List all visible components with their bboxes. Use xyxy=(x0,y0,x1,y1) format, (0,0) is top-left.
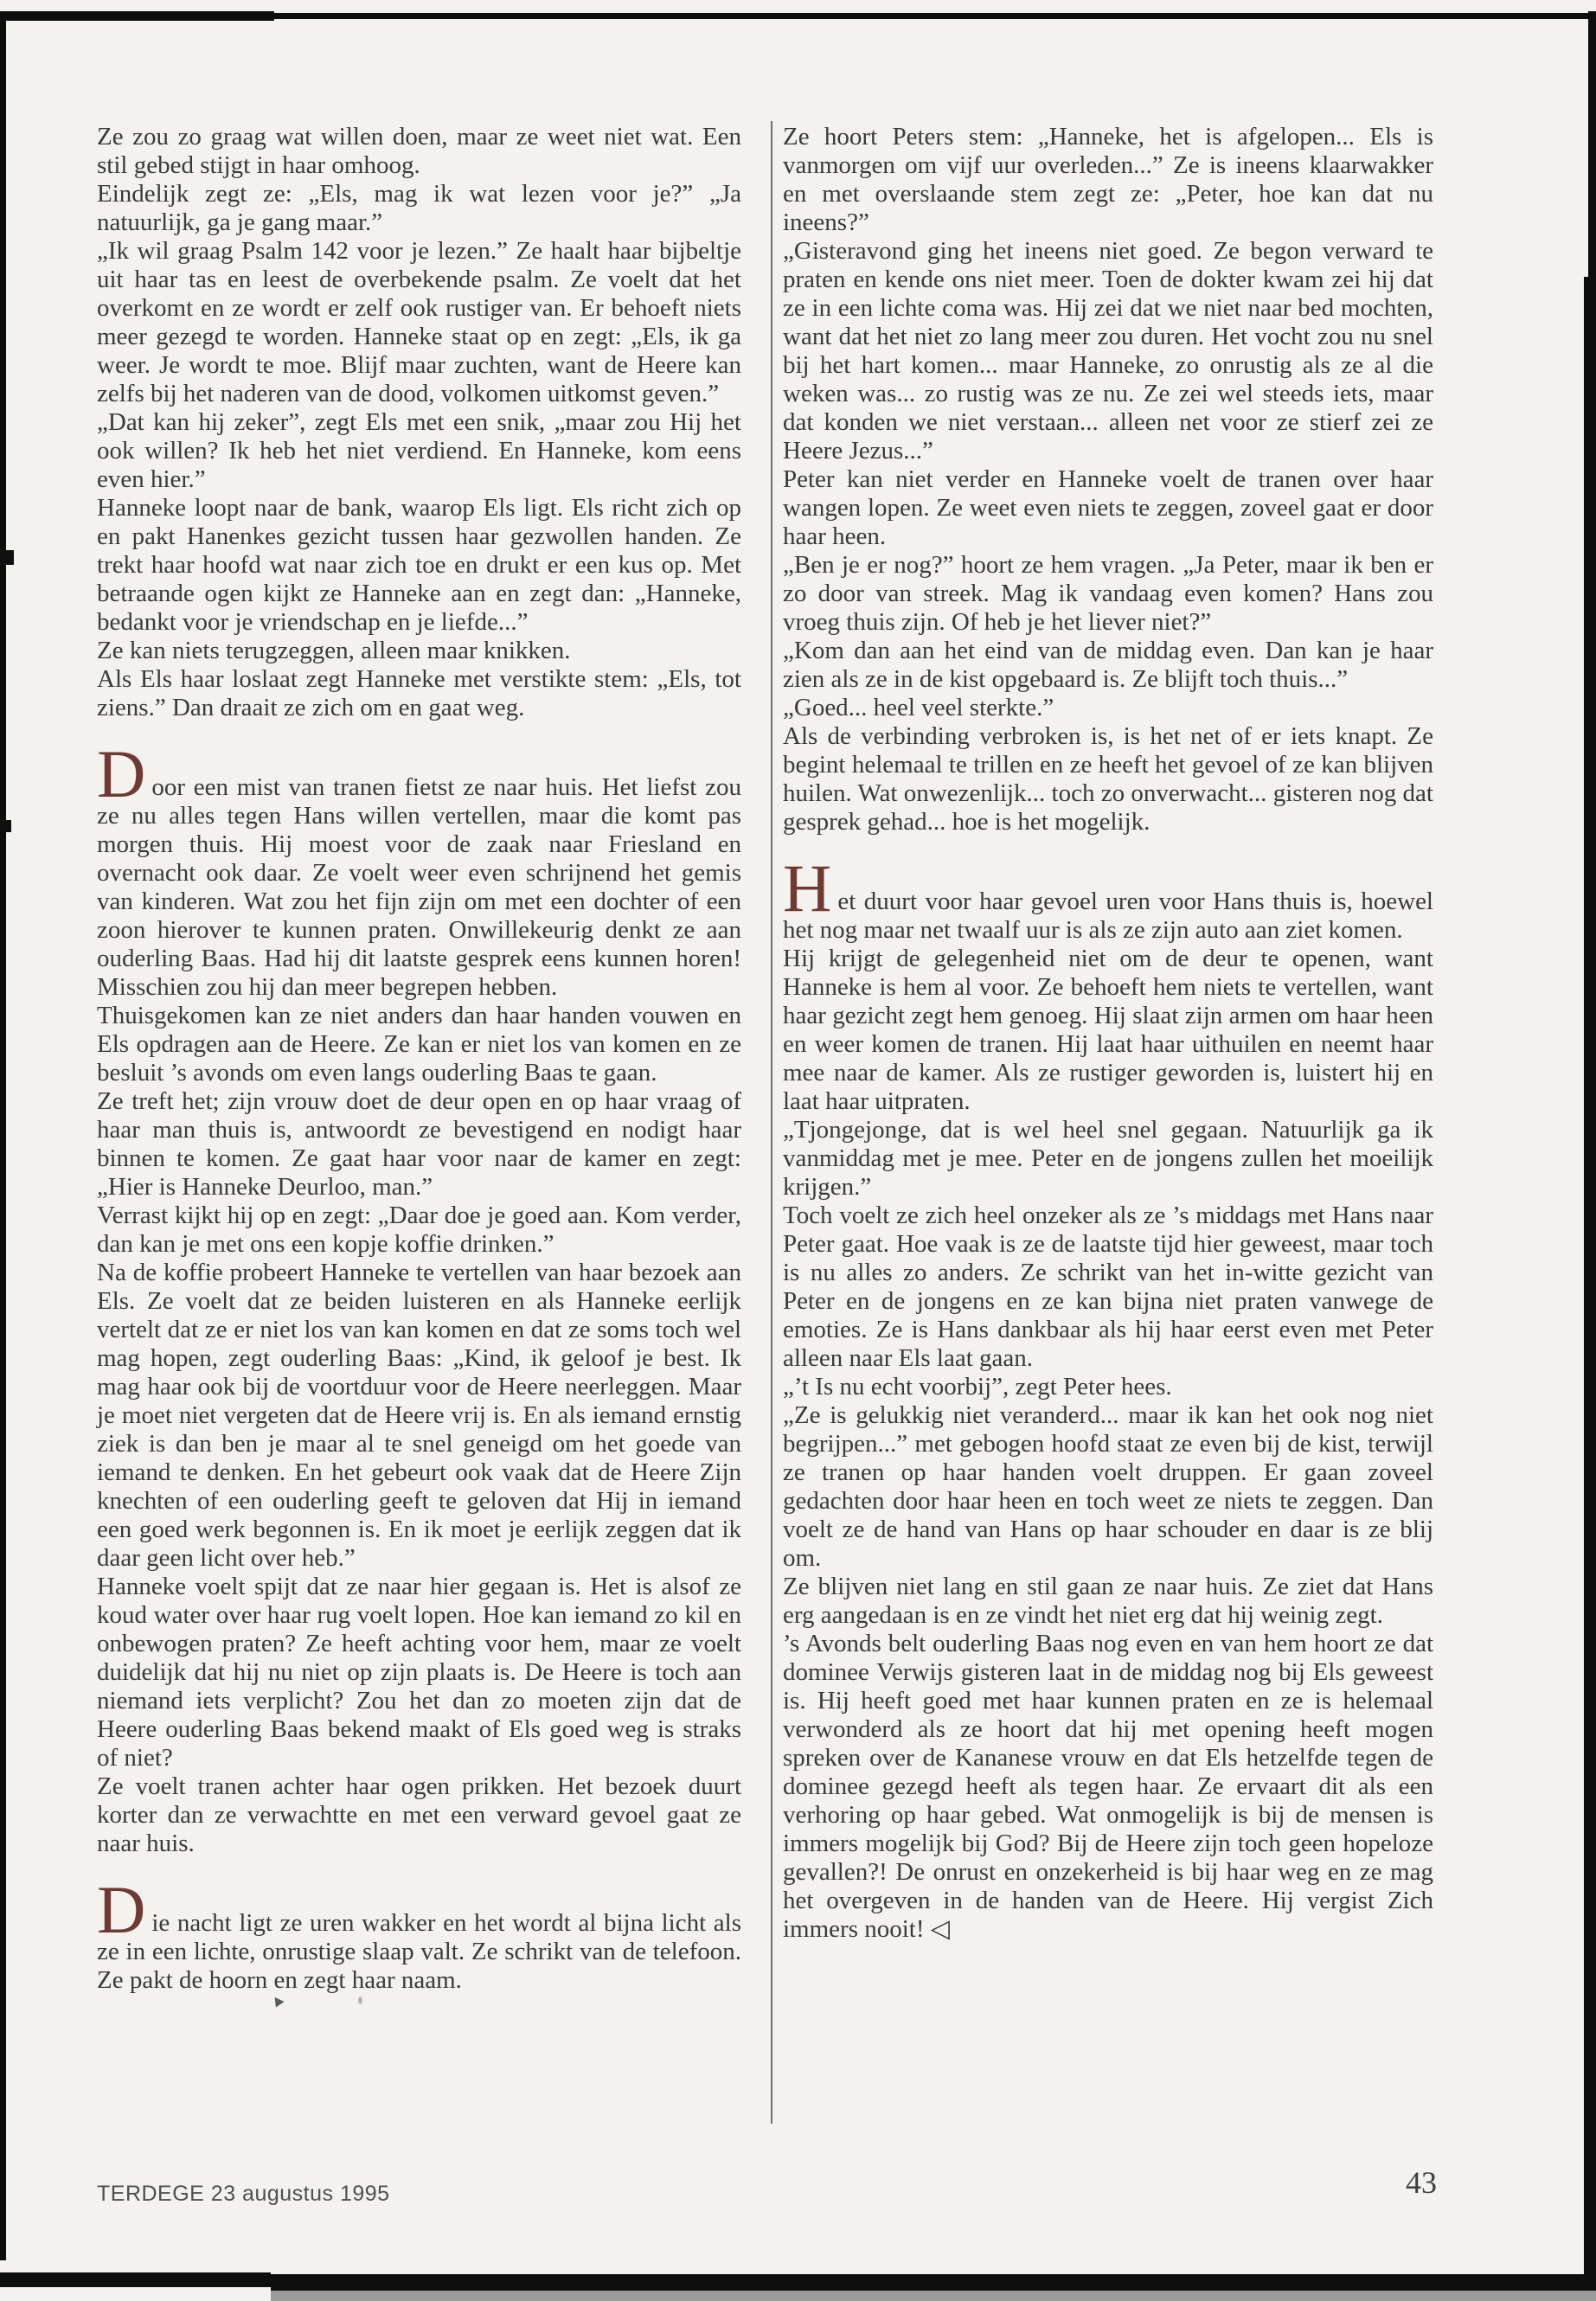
paragraph: Ze hoort Peters stem: „Hanneke, het is afgelopen... Els is vanmorgen om vijf uur overleden...” Ze is ineens klaarwakker en met overslaande stem zegt ze: „Peter, hoe kan dat nu ineens?” xyxy=(783,123,1433,236)
column-right xyxy=(783,123,1433,1944)
paragraph: Ze zou zo graag wat willen doen, maar ze weet niet wat. Een stil gebed stijgt in haar omhoog. xyxy=(97,123,741,179)
frame-left-bar xyxy=(0,11,6,2260)
text-section xyxy=(97,123,741,722)
frame-bottom-bar xyxy=(0,2272,271,2287)
paragraph: Hanneke loopt naar de bank, waarop Els ligt. Els richt zich op en pakt Hanenkes gezicht tussen haar gezwollen handen. Ze trekt haar hoofd wat naar zich toe en drukt er een kus op. Met betraande ogen kijkt ze Hanneke aan en zegt dan: „Hanneke, bedankt voor je vriendschap en je liefde...” xyxy=(97,494,741,636)
paragraph: Als Els haar loslaat zegt Hanneke met verstikte stem: „Els, tot ziens.” Dan draait ze zich om en gaat weg. xyxy=(97,665,741,721)
column-left xyxy=(97,123,741,1995)
drop-cap: D xyxy=(97,1872,146,1947)
text-section xyxy=(783,850,1433,1944)
paragraph: „Ik wil graag Psalm 142 voor je lezen.” Ze haalt haar bijbeltje uit haar tas en leest de overbekende psalm. Ze voelt dat het overkomt en ze wordt er zelf ook rustiger van. Er behoeft niets meer gezegd te worden. Hanneke staat op en zegt: „Els, ik ga weer. Je wordt te moe. Blijf maar zuchten, want de Heere kan zelfs bij het naderen van de dood, volkomen uitkomst geven.” xyxy=(97,237,741,407)
frame-right-bar xyxy=(1588,11,1596,277)
text-section xyxy=(97,1872,741,1995)
paragraph: „Goed... heel veel sterkte.” xyxy=(783,694,1054,721)
paragraph: „Gisteravond ging het ineens niet goed. Ze begon verward te praten en kende ons niet meer. Toen de dokter kwam zei hij dat ze in een lichte coma was. Hij zei dat we niet naar bed mochten, want dat het niet zo lang meer zou duren. Het vocht zou nu snel bij het hart komen... maar Hanneke, zo onrustig als ze al die weken was... zo rustig was ze nu. Ze zei wel steeds iets, maar dat konden we niet verstaan... alleen net voor ze stierf zei ze Heere Jezus...” xyxy=(783,237,1433,465)
paragraph: „Ze is gelukkig niet veranderd... maar ik kan het ook nog niet begrijpen...” met gebogen hoofd staat ze even bij de kist, terwijl ze tranen op haar handen voelt druppen. Er gaan zoveel gedachten door haar heen en toch weet ze niets te zeggen. Dan voelt ze de hand van Hans op haar schouder en daar is ze blij om. xyxy=(783,1401,1433,1572)
paragraph: „Ben je er nog?” hoort ze hem vragen. „Ja Peter, maar ik ben er zo door van streek. Mag ik vandaag even komen? Hans zou vroeg thuis zijn. Of heb je het liever niet?” xyxy=(783,551,1433,636)
frame-bottom-bar xyxy=(271,2274,1596,2291)
frame-top-bar xyxy=(0,11,274,21)
scan-bottom-strip xyxy=(271,2291,1596,2301)
paragraph: Toch voelt ze zich heel onzeker als ze ’s middags met Hans naar Peter gaat. Hoe vaak is ze de laatste tijd hier geweest, maar toch is nu alles zo anders. Ze schrikt van het in-witte gezicht van Peter en de jongens en ze kan bijna niet praten vanwege de emoties. Ze is Hans dankbaar als hij haar eerst even met Peter alleen naar Els laat gaan. xyxy=(783,1202,1433,1372)
scan-edge-mark xyxy=(0,550,14,565)
column-divider xyxy=(771,121,772,2124)
ink-mark-artifact xyxy=(271,1997,284,2009)
paragraph: Ze treft het; zijn vrouw doet de deur open en op haar vraag of haar man thuis is, antwoordt ze bevestigend en nodigt haar binnen te komen. Ze gaat haar voor naar de kamer en zegt: „Hier is Hanneke Deurloo, man.” xyxy=(97,1087,741,1201)
paragraph: Die nacht ligt ze uren wakker en het wordt al bijna licht als ze in een lichte, onrustige slaap valt. Ze schrikt van de telefoon. Ze pakt de hoorn en zegt haar naam. xyxy=(97,1872,741,1994)
paragraph: Na de koffie probeert Hanneke te vertellen van haar bezoek aan Els. Ze voelt dat ze beiden luisteren en als Hanneke eerlijk vertelt dat ze er niet los van kan komen en dat ze soms toch wel mag hopen, zegt ouderling Baas: „Kind, ik geloof je best. Ik mag haar ook bij de voortduur voor de Heere neerleggen. Maar je moet niet vergeten dat de Heere vrij is. En als iemand ernstig ziek is dan ben je maar al te snel geneigd om het goede van iemand te denken. En het gebeurt ook vaak dat de Heere Zijn knechten of een ouderling geeft te geloven dat Hij in iemand een goed werk begonnen is. En ik moet je eerlijk zeggen dat ik daar geen licht over heb.” xyxy=(97,1259,741,1572)
paragraph: „’t Is nu echt voorbij”, zegt Peter hees. xyxy=(783,1373,1172,1400)
drop-cap: D xyxy=(97,736,146,811)
paragraph: Verrast kijkt hij op en zegt: „Daar doe je goed aan. Kom verder, dan kan je met ons een kopje koffie drinken.” xyxy=(97,1202,741,1258)
paragraph: Door een mist van tranen fietst ze naar huis. Het liefst zou ze nu alles tegen Hans willen vertellen, maar die komt pas morgen thuis. Hij moest voor de zaak naar Friesland en overnacht ook daar. Ze voelt weer even schrijnend het gemis van kinderen. Wat zou het fijn zijn om met een dochter of een zoon hierover te kunnen praten. Onwillekeurig denkt ze aan ouderling Baas. Had hij dit laatste gesprek eens kunnen horen! Misschien zou hij dan meer begrepen hebben. xyxy=(97,736,741,1001)
scan-speck-artifact xyxy=(358,1997,362,2004)
paragraph: „Kom dan aan het eind van de middag even. Dan kan je haar zien als ze in de kist opgebaard is. Ze blijft toch thuis...” xyxy=(783,637,1433,693)
frame-top-bar xyxy=(274,13,1596,19)
paragraph: Eindelijk zegt ze: „Els, mag ik wat lezen voor je?” „Ja natuurlijk, ga je gang maar.” xyxy=(97,180,741,236)
paragraph: Het duurt voor haar gevoel uren voor Hans thuis is, hoewel het nog maar net twaalf uur is als ze zijn auto aan ziet komen. xyxy=(783,850,1433,944)
paragraph: Ze voelt tranen achter haar ogen prikken. Het bezoek duurt korter dan ze verwachtte en met een verward gevoel gaat ze naar huis. xyxy=(97,1772,741,1857)
paragraph: Thuisgekomen kan ze niet anders dan haar handen vouwen en Els opdragen aan de Heere. Ze kan er niet los van komen en ze besluit ’s avonds om even langs ouderling Baas te gaan. xyxy=(97,1002,741,1086)
paragraph: „Tjongejonge, dat is wel heel snel gegaan. Natuurlijk ga ik vanmiddag met je mee. Peter en de jongens zullen het moeilijk krijgen.” xyxy=(783,1116,1433,1201)
journal-footer: TERDEGE 23 augustus 1995 xyxy=(97,2182,390,2206)
text-section xyxy=(783,123,1433,836)
paragraph: Ze kan niets terugzeggen, alleen maar knikken. xyxy=(97,637,571,664)
paragraph: ’s Avonds belt ouderling Baas nog even en van hem hoort ze dat dominee Verwijs gisteren laat in de middag nog bij Els geweest is. Hij heeft goed met haar kunnen praten en ze is helemaal verwonderd als ze hoort dat hij met opening heeft mogen spreken over de Kananese vrouw en dat Els hetzelfde tegen de dominee gezegd heeft als tegen haar. Ze ervaart dit als een verhoring op haar gebed. Wat onmogelijk is bij de mensen is immers mogelijk bij God? Bij de Heere zijn toch geen hopeloze gevallen?! De onrust en onzekerheid is bij haar weg en ze mag het overgeven in de handen van de Heere. Hij vergist Zich immers nooit! ◁ xyxy=(783,1630,1433,1943)
paragraph: Hanneke voelt spijt dat ze naar hier gegaan is. Het is alsof ze koud water over haar rug voelt lopen. Hoe kan iemand zo kil en onbewogen praten? Ze heeft achting voor hem, maar ze voelt duidelijk dat hij nu niet op zijn plaats is. De Heere is toch aan niemand iets verplicht? Zou het dan zo moeten zijn dat de Heere ouderling Baas bekend maakt of Els goed weg is straks of niet? xyxy=(97,1573,741,1772)
paragraph: Als de verbinding verbroken is, is het net of er iets knapt. Ze begint helemaal te trillen en ze heeft het gevoel of ze kan blijven huilen. Wat onwezenlijk... toch zo onverwacht... gisteren nog dat gesprek gehad... hoe is het mogelijk. xyxy=(783,722,1433,836)
page-number: 43 xyxy=(1406,2165,1437,2200)
paragraph: „Dat kan hij zeker”, zegt Els met een snik, „maar zou Hij het ook willen? Ik heb het niet verdiend. En Hanneke, kom eens even hier.” xyxy=(97,408,741,493)
paragraph: Peter kan niet verder en Hanneke voelt de tranen over haar wangen lopen. Ze weet even niets te zeggen, zoveel gaat er door haar heen. xyxy=(783,465,1433,550)
drop-cap: H xyxy=(783,850,832,926)
paragraph: Ze blijven niet lang en stil gaan ze naar huis. Ze ziet dat Hans erg aangedaan is en ze vindt het niet erg dat hij weinig zegt. xyxy=(783,1573,1433,1629)
paragraph: Hij krijgt de gelegenheid niet om de deur te openen, want Hanneke is hem al voor. Ze behoeft hem niets te vertellen, want haar gezicht zegt hem genoeg. Hij slaat zijn armen om haar heen en weer komen de tranen. Hij laat haar uithuilen en neemt haar mee naar de kamer. Als ze rustiger geworden is, luistert hij en laat haar uitpraten. xyxy=(783,945,1433,1115)
text-section xyxy=(97,736,741,1858)
frame-right-bar xyxy=(1584,277,1596,2291)
scan-edge-mark xyxy=(0,820,11,832)
